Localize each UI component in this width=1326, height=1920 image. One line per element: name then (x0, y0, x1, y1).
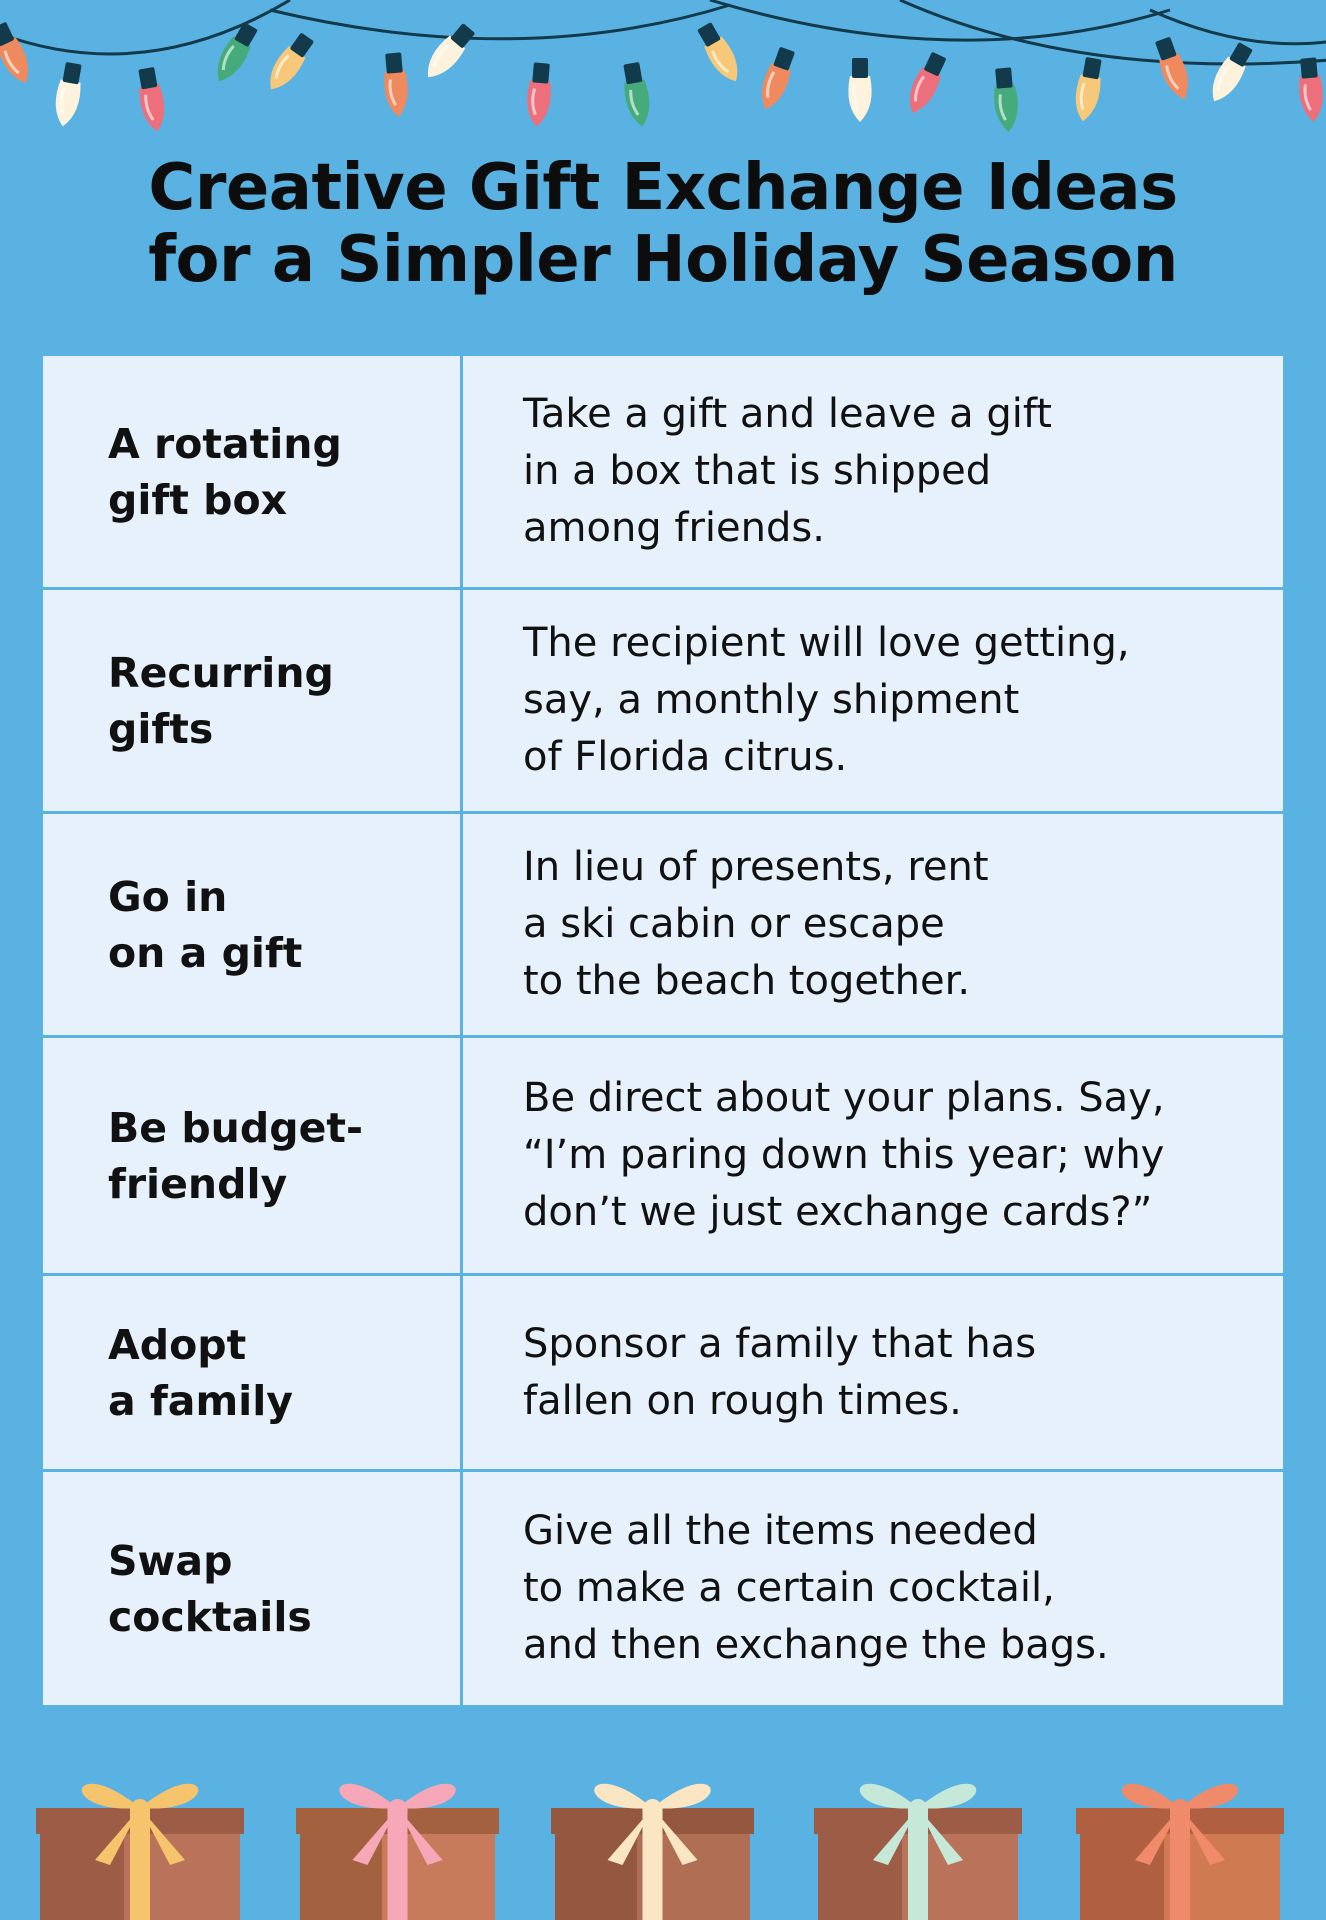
gift-box-icon (814, 1784, 1022, 1920)
idea-description: The recipient will love getting, (523, 620, 1130, 666)
idea-name: friendly (108, 1159, 288, 1208)
idea-description: don’t we just exchange cards?” (523, 1189, 1153, 1235)
table-row (42, 355, 1285, 589)
table-row (42, 589, 1285, 813)
light-bulb-icon (419, 21, 478, 85)
idea-name: gift box (108, 475, 288, 524)
idea-description-cell (462, 813, 1285, 1037)
idea-description: to the beach together. (523, 958, 971, 1004)
gift-box-icon (296, 1784, 499, 1920)
idea-name-cell (42, 813, 462, 1037)
table-row (42, 1275, 1285, 1471)
idea-description-cell (462, 589, 1285, 813)
string-lights-icon (0, 0, 1326, 140)
idea-description: “I’m paring down this year; why (523, 1132, 1165, 1178)
idea-name-cell (42, 1275, 462, 1471)
light-bulb-icon (135, 66, 169, 133)
idea-description-cell (462, 1275, 1285, 1471)
idea-name: cocktails (108, 1592, 312, 1641)
light-bulb-icon (1071, 56, 1105, 123)
light-bulb-icon (1152, 35, 1196, 103)
table-row (42, 813, 1285, 1037)
light-bulb-icon (209, 20, 261, 87)
idea-name: Go in (108, 872, 228, 921)
idea-description: and then exchange the bags. (523, 1622, 1109, 1668)
idea-name: on a gift (108, 928, 303, 977)
gift-box-icon (1076, 1784, 1284, 1920)
light-bulb-icon (755, 45, 799, 113)
idea-name: Adopt (108, 1320, 247, 1369)
idea-description: say, a monthly shipment (523, 677, 1020, 723)
light-bulb-icon (0, 20, 36, 88)
table-row (42, 1471, 1285, 1707)
idea-description-cell (462, 1037, 1285, 1275)
light-bulb-icon (381, 52, 410, 118)
page-title (0, 152, 1326, 296)
gift-boxes-row (0, 1740, 1326, 1920)
idea-description: Take a gift and leave a gift (523, 391, 1052, 437)
idea-description: Be direct about your plans. Say, (523, 1075, 1165, 1121)
idea-description: Sponsor a family that has (523, 1320, 1037, 1367)
idea-name-cell (42, 589, 462, 813)
idea-name-cell (42, 1037, 462, 1275)
light-bulb-icon (991, 67, 1020, 133)
idea-description: fallen on rough times. (523, 1377, 962, 1424)
idea-name: A rotating (108, 419, 342, 468)
light-bulb-icon (620, 61, 654, 128)
light-bulb-icon (1204, 40, 1256, 107)
light-bulb-icon (51, 61, 85, 128)
table-row (42, 1037, 1285, 1275)
idea-description-cell (462, 1471, 1285, 1707)
light-bulb-icon (902, 50, 950, 118)
light-bulb-icon (525, 62, 554, 128)
idea-description: In lieu of presents, rent (523, 844, 989, 890)
idea-name: a family (108, 1376, 294, 1425)
idea-description: Give all the items needed (523, 1508, 1038, 1554)
light-bulb-icon (848, 58, 871, 122)
idea-description: a ski cabin or escape (523, 901, 945, 947)
light-bulb-icon (261, 30, 317, 96)
idea-name: gifts (108, 704, 214, 753)
idea-name: Recurring (108, 648, 334, 697)
title-line: for a Simpler Holiday Season (148, 223, 1178, 297)
light-bulb-icon (1296, 57, 1325, 123)
idea-name-cell (42, 1471, 462, 1707)
idea-description: among friends. (523, 505, 825, 551)
idea-name: Be budget- (108, 1103, 363, 1152)
idea-name: Swap (108, 1536, 233, 1585)
title-line: Creative Gift Exchange Ideas (148, 151, 1178, 225)
ideas-table (40, 353, 1286, 1708)
idea-description: of Florida citrus. (523, 734, 848, 780)
gift-box-icon (551, 1784, 754, 1920)
idea-description-cell (462, 355, 1285, 589)
light-bulb-icon (694, 20, 746, 87)
idea-description: in a box that is shipped (523, 448, 992, 494)
idea-name-cell (42, 355, 462, 589)
idea-description: to make a certain cocktail, (523, 1565, 1055, 1611)
gift-box-icon (36, 1784, 244, 1920)
